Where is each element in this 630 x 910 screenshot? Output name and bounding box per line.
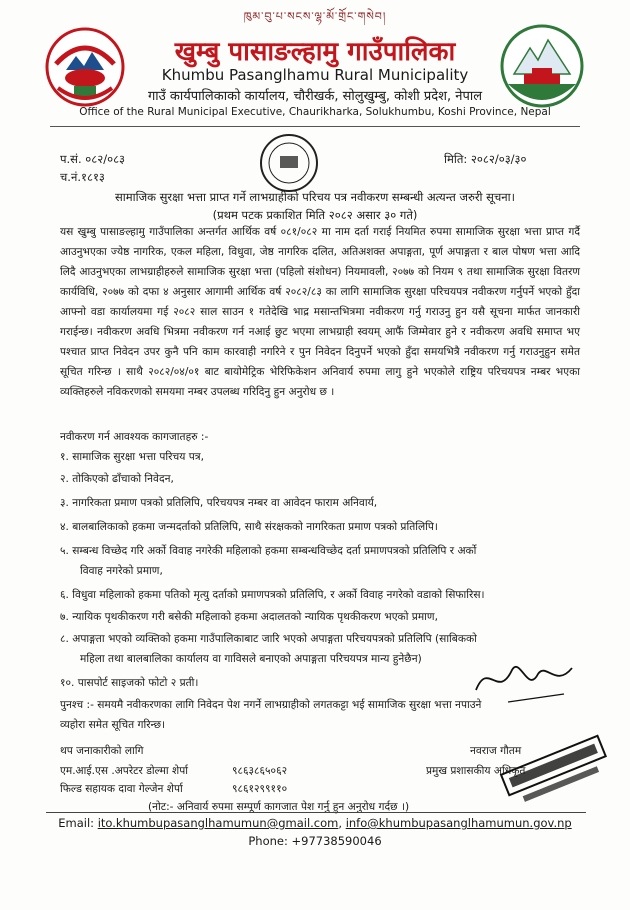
- handwritten-signature: [468, 650, 578, 710]
- signatory-stamp: [496, 732, 616, 812]
- contact-heading: थप जनाकारीको लागि: [60, 745, 144, 757]
- email-label: Email:: [58, 816, 95, 830]
- list-item: ४. बालबालिकाको हकमा जन्मदर्ताको प्रतिलिपि, साथै संरक्षकको नागरिकता प्रमाण पत्रको प्रतिलिपि।: [60, 521, 438, 533]
- reference-number: प.सं. ०८२/०८३: [60, 152, 126, 166]
- dispatch-number: च.नं.१८१३: [60, 170, 105, 184]
- notice-date: मिति: २०८२/०३/३०: [444, 152, 527, 166]
- email-link-2[interactable]: info@khumbupasanglhamumun.gov.np: [345, 816, 572, 830]
- footer-divider: [46, 812, 586, 813]
- list-item: विवाह नगरेको प्रमाण,: [80, 565, 163, 577]
- contact-phone: ९८६३८६५०६२: [232, 765, 288, 777]
- notice-subheading: (प्रथम पटक प्रकाशित मिति २०८२ असार ३० गते): [212, 208, 418, 222]
- list-item: महिला तथा बालबालिका कार्यालय वा गाविसले बनाएको अपाङ्गता परिचयपत्र मान्य हुनेछैन): [80, 653, 422, 665]
- tibetan-script-line: ཁུམ་བུ་པ་སངས་ལྷ་མོ་གྲོང་གསེབ།: [243, 10, 387, 23]
- closing-note: (नोट:- अनिवार्य रुपमा सम्पूर्ण कागजात पेश गर्नु हुन अनुरोध गर्दछ ।): [148, 801, 410, 813]
- notice-body: यस खुम्बु पासाङल्हामु गाउँपालिका अन्तर्गत आर्थिक वर्ष ०८१/०८२ मा नाम दर्ता गराई नियमित रुपमा सामाजिक सुरक्षा भत्ता प्राप्त गर्दै आउनुभएका ज्येष्ठ नागरिक, एकल महिला, विधुवा, जेष्ठ नागरिक दलित, अतिअशक्त अपाङ्गता, पूर्ण अपाङ्गता र बाल पोषण भत्ता आदि लिदै आउनुभएका लाभग्राहीहरुले सामाजिक सुरक्षा भत्ता (पहिलो संशोधन) नियमावली, २०७७ को नियम ९ तथा सामाजिक सुरक्षा वितरण कार्यविधि, २०७७ को दफा ४ अनुसार आगामी आर्थिक वर्ष २०८२/८३ का लागि सामाजिक सुरक्षा परिचयपत्र नवीकरण गर्नुपर्ने भएको हुँदा आफ्नो वडा कार्यालयमा गई २०८२ साल साउन १ गतेदेखि भाद्र मसान्तभित्रमा नवीकरण गर्नु गराउनु हुन यसै सूचना मार्फत जानकारी गराईन्छ। नवीकरण अवधि भित्रमा नवीकरण गर्न नआई छुट भएमा लाभग्राही स्वयम् आफैं जिम्मेवार हुने र नवीकरण अवधि समाप्त भए पश्चात प्राप्त निवेदन उपर कुनै पनि काम कारवाही नगरिने र पुन निवेदन दिनुपर्ने भएको हुँदा समयभित्रै नवीकरण गर्नु गराउनुहुन समेत सूचित गरिन्छ । साथै २०८२/०४/०१ बाट बायोमेट्रिक भेरिफिकेशन अनिवार्य रुपमा लागु हुने भएकोले राष्ट्रिय परिचयपत्र नम्बर भएका व्यक्तिहरुले नविकरणको समयमा नम्बर उपलब्ध गरिदिनु हुन अनुरोध छ ।: [60, 226, 580, 398]
- list-item: १०. पासपोर्ट साइजको फोटो २ प्रती।: [60, 677, 199, 689]
- contact-name: फिल्ड सहायक दावा गेल्जेन शेर्पा: [60, 783, 183, 795]
- municipality-title-nepali: खुम्बु पासाङल्हामु गाउँपालिका: [174, 37, 456, 67]
- list-item: ७. न्यायिक पृथकीकरण गरी बसेकी महिलाको हकमा अदालतको न्यायिक पृथकीकरण भएको प्रमाण,: [60, 611, 438, 623]
- list-item: १. सामाजिक सुरक्षा भत्ता परिचय पत्र,: [60, 451, 204, 463]
- email-separator: ,: [338, 816, 343, 830]
- required-documents-list: [60, 430, 580, 670]
- footer-phone: Phone: +97738590046: [248, 834, 382, 848]
- list-item: ५. सम्बन्ध विच्छेद गरि अर्को विवाह नगरेकी महिलाको हकमा सम्बन्धविच्छेद दर्ता प्रमाणपत्रको प्रतिलिपि र अर्को: [60, 545, 477, 557]
- postscript-line-1: पुनश्च :- समयमै नवीकरणका लागि निवेदन पेश नगर्ने लाभग्राहीको लगतकट्टा भई सामाजिक सुरक्षा भत्ता नपाउने: [60, 699, 482, 711]
- list-item: ३. नागरिकता प्रमाण पत्रको प्रतिलिपि, परिचयपत्र नम्बर वा आवेदन फाराम अनिवार्य,: [60, 497, 378, 509]
- postscript-line-2: व्यहोरा समेत सूचित गरिन्छ।: [60, 719, 166, 731]
- contact-name: एम.आई.एस .अपरेटर डोल्मा शेर्पा: [60, 765, 188, 777]
- list-item: ८. अपाङ्गता भएको व्यक्तिको हकमा गाउँपालिकाबाट जारि भएको अपाङ्गता परिचयपत्रको प्रतिलिपि (साबिकको: [60, 633, 477, 645]
- docs-heading: नवीकरण गर्न आवश्यक कागजातहरु :-: [60, 431, 209, 443]
- notice-heading: सामाजिक सुरक्षा भत्ता प्राप्त गर्ने लाभग्राहीको परिचय पत्र नवीकरण सम्बन्धी अत्यन्त जरुरी सूचना।: [115, 190, 515, 204]
- office-address-nepali: गाउँ कार्यपालिकाको कार्यालय, चौरीखर्क, सोलुखुम्बु, कोशी प्रदेश, नेपाल: [147, 89, 483, 104]
- header-divider: [50, 126, 580, 127]
- office-seal-stamp: [258, 132, 320, 194]
- signatory-title: प्रमुख प्रशासकीय अधिकृत: [426, 765, 526, 777]
- list-item: २. तोकिएको ढाँचाको निवेदन,: [60, 473, 174, 485]
- email-link-1[interactable]: ito.khumbupasanglhamumun@gmail.com: [97, 816, 339, 830]
- signatory-name: नवराज गौतम: [470, 745, 522, 757]
- list-item: ६. विधुवा महिलाको हकमा पतिको मृत्यु दर्ताको प्रमाणपत्रको प्रतिलिपि, र अर्को विवाह नगरेको वडाको सिफारिस।: [60, 589, 485, 601]
- municipality-title-english: Khumbu Pasanglhamu Rural Municipality: [161, 66, 469, 84]
- office-address-english: Office of the Rural Municipal Executive, Chaurikharka, Solukhumbu, Koshi Province, Nepal: [79, 106, 551, 118]
- contact-phone: ९८६१२९९११०: [232, 783, 288, 795]
- footer-email-line: [0, 816, 630, 830]
